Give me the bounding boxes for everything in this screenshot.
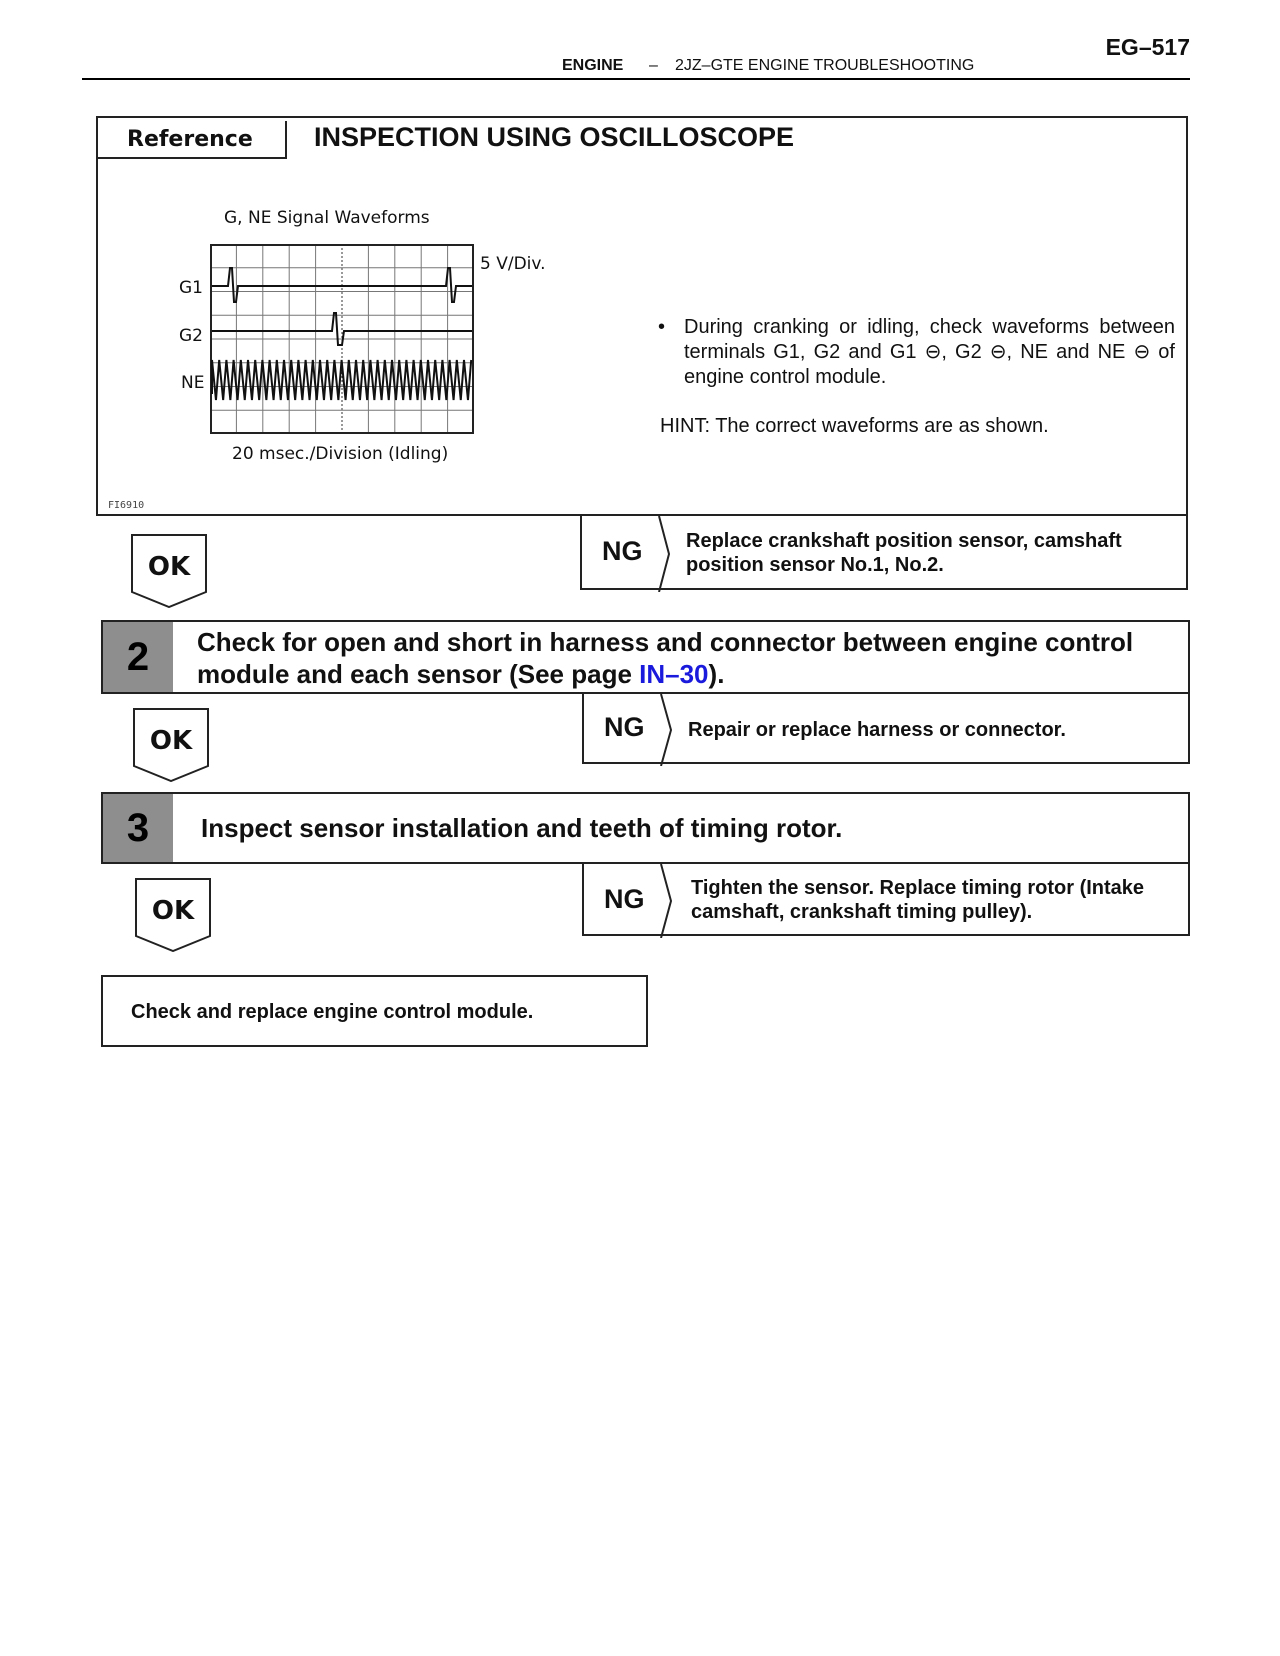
bullet-text: During cranking or idling, check waveforms between terminals G1, G2 and G1 ⊖, G2 ⊖, NE and NE ⊖ of engine control module. <box>684 316 1175 388</box>
bullet-dot: • <box>658 316 666 338</box>
step-2-text-after-link: ). <box>708 659 725 689</box>
ng-action-1: Replace crankshaft position sensor, camshaft position sensor No.1, No.2. <box>686 530 1122 576</box>
final-action-box <box>101 975 648 1047</box>
ok-arrow-1 <box>131 534 207 608</box>
channel-label-g2: G2 <box>179 326 203 346</box>
step-3-text: Inspect sensor installation and teeth of timing rotor. <box>201 813 843 843</box>
header-separator: – <box>649 57 658 74</box>
ng-result-2 <box>582 692 1190 764</box>
waveform-caption: G, NE Signal Waveforms <box>224 208 430 228</box>
ng-action-2: Repair or replace harness or connector. <box>688 719 1066 741</box>
step-3-number: 3 <box>103 794 173 862</box>
page-link-in-30[interactable]: IN–30 <box>639 659 709 689</box>
figure-id: FI6910 <box>108 500 145 511</box>
oscilloscope-waveform <box>210 244 474 434</box>
page-number: EG–517 <box>1105 34 1190 60</box>
time-division-label: 20 msec./Division (Idling) <box>232 444 449 464</box>
ng-label-3: NG <box>604 884 645 914</box>
volt-division-label: 5 V/Div. <box>480 254 546 274</box>
ng-action-3: Tighten the sensor. Replace timing rotor (Intake camshaft, crankshaft timing pulley). <box>691 877 1145 923</box>
step-2-box <box>101 620 1190 694</box>
reference-tab: Reference <box>97 121 287 159</box>
reference-title: INSPECTION USING OSCILLOSCOPE <box>314 122 795 152</box>
inspection-bullet <box>660 315 1175 390</box>
final-action-text: Check and replace engine control module. <box>131 1001 534 1023</box>
ng-result-1 <box>580 514 1188 590</box>
channel-label-g1: G1 <box>179 278 203 298</box>
step-2-text-before-link: Check for open and short in harness and connector between engine control module and each sensor (See page <box>197 627 1134 689</box>
header-title: 2JZ–GTE ENGINE TROUBLESHOOTING <box>675 57 975 74</box>
header-rule <box>82 78 1190 80</box>
ok-arrow-3 <box>135 878 211 952</box>
step-3-box <box>101 792 1190 864</box>
ng-result-3 <box>582 862 1190 936</box>
hint-text: HINT: The correct waveforms are as shown. <box>660 415 1049 437</box>
ok-label-1: OK <box>147 552 191 582</box>
ok-label-3: OK <box>151 896 195 926</box>
ng-label-1: NG <box>602 536 643 566</box>
ng-label-2: NG <box>604 712 645 742</box>
header-section: ENGINE <box>562 57 624 74</box>
step-2-text <box>197 626 1177 690</box>
channel-label-ne: NE <box>181 373 205 393</box>
ok-arrow-2 <box>133 708 209 782</box>
ok-label-2: OK <box>149 726 193 756</box>
step-2-number: 2 <box>103 622 173 692</box>
